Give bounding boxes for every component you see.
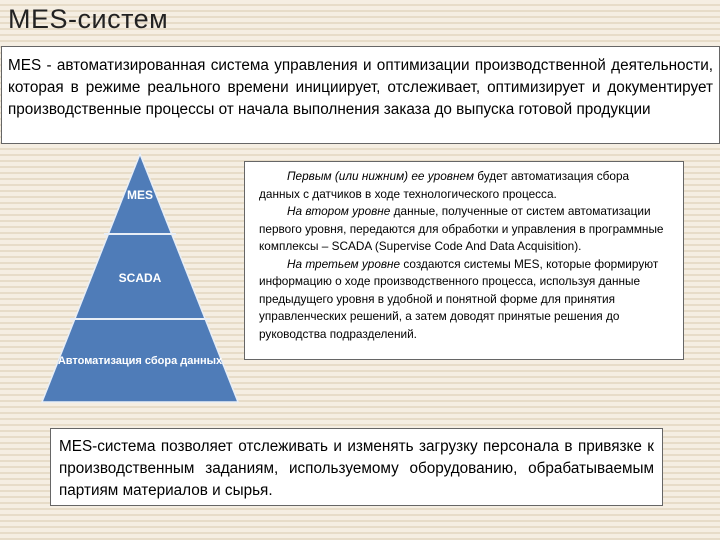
definition-text: MES - автоматизированная система управления и оптимизации производственной деятельности, которая в режиме реального времени инициирует, отслеживает, оптимизирует и документирует производственные процессы от начала выполнения заказа до выпуска готовой продукции [8,57,713,118]
level-2-paragraph [259,203,673,256]
pyramid-diagram [40,152,240,404]
summary-text: MES-система позволяет отслеживать и изменять загрузку персонала в привязке к производственным заданиям, используемому оборудованию, обрабатываемым партиям материалов и сырья. [59,438,654,499]
levels-description-box [244,161,684,360]
level-3-heading: На третьем уровне [287,256,401,271]
level-2-text: данные, полученные от систем автоматизации первого уровня, передаются для обработки и управления в программные комплексы – SCADA (Supervise Code And Data Acquisition). [259,204,664,253]
pyramid-label-data-collection: Автоматизация сбора данных [57,355,223,367]
level-3-text: создаются системы MES, которые формируют информацию о ходе производственного процесса, используя данные предыдущего уровня в удобной и понятной форме для принятия управленческих решений, а затем доводят принятые решения до руководства подразделений. [259,256,659,341]
level-2-heading: На втором уровне [287,204,391,218]
slide-title: MES-систем [8,4,169,34]
summary-box [50,428,663,506]
pyramid-label-scada: SCADA [118,271,162,285]
level-1-paragraph [259,168,673,203]
level-1-text: будет автоматизация сбора данных с датчиков в ходе технологического процесса. [259,169,630,201]
pyramid-label-mes: MES [126,188,154,202]
definition-box [1,46,720,144]
level-1-heading: Первым (или нижним) ее уровнем [287,169,474,183]
level-3-paragraph [259,256,673,344]
